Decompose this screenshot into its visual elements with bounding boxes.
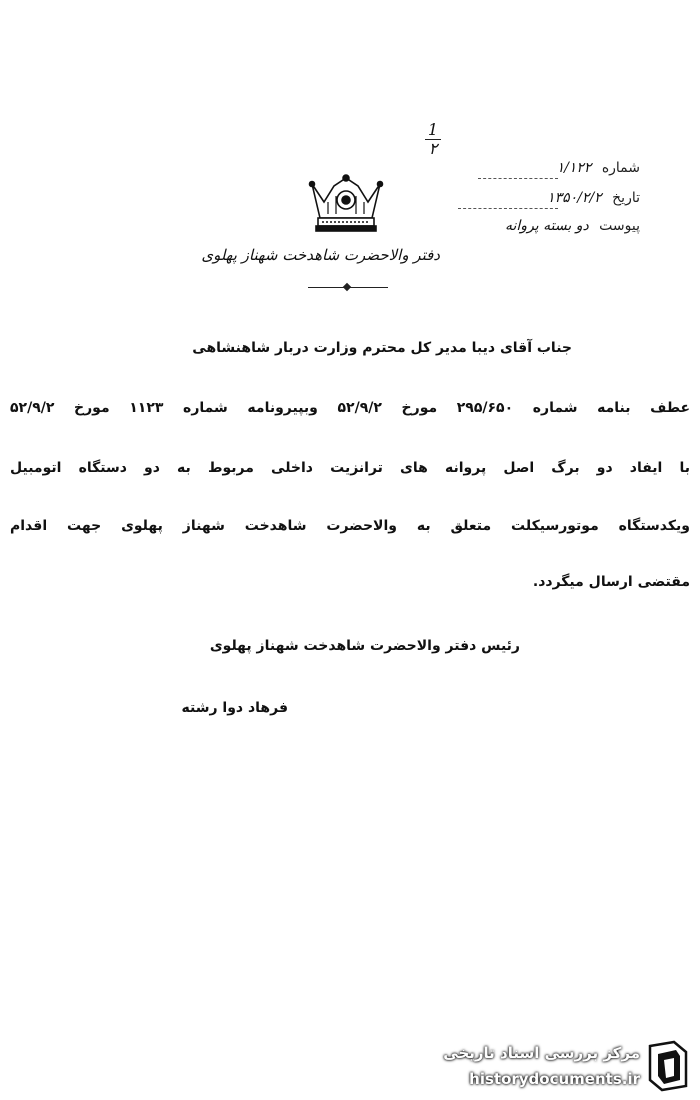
corner-note-top: 1 xyxy=(427,120,439,139)
crown-icon xyxy=(306,172,386,236)
watermark xyxy=(400,1030,700,1100)
letter-line-3: ویکدستگاه موتورسیکلت متعلق به والاحضرت شاهدخت شهناز پهلوی جهت اقدام xyxy=(10,518,690,534)
corner-note-bottom: ۲ xyxy=(428,139,438,158)
salutation: جناب آقای دیبا مدیر کل محترم وزارت دربار شاهنشاهی xyxy=(192,340,572,356)
date-line xyxy=(547,190,640,206)
signature-name: فرهاد دوا رشته xyxy=(181,700,288,716)
archive-logo-icon xyxy=(644,1040,692,1092)
corner-note xyxy=(418,122,448,157)
attachment-line xyxy=(505,218,640,234)
letter-line-1: عطف بنامه شماره ۲۹۵/۶۵۰ مورخ ۵۲/۹/۲ وبپیرونامه شماره ۱۱۲۳ مورخ ۵۲/۹/۲ xyxy=(10,400,691,416)
watermark-title: مرکز بررسی اسناد تاریخی xyxy=(443,1044,640,1062)
attachment-label: پیوست xyxy=(599,218,640,234)
date-value: ۱۳۵۰/۲/۲ xyxy=(547,190,602,206)
number-label: شماره xyxy=(601,160,640,176)
letter-line-4: مقتضی ارسال میگردد. xyxy=(532,574,690,590)
watermark-url: historydocuments.ir xyxy=(469,1070,640,1088)
date-leader xyxy=(458,208,558,209)
number-leader xyxy=(478,178,558,179)
letter-line-2: با ایفاد دو برگ اصل پروانه های ترانزیت داخلی مربوط به دو دستگاه اتومبیل xyxy=(10,460,690,476)
number-value: ۱/۱۲۲ xyxy=(556,160,592,176)
signature-title: رئیس دفتر والاحضرت شاهدخت شهناز پهلوی xyxy=(209,638,520,654)
separator-rule xyxy=(308,286,388,290)
number-line xyxy=(557,160,640,176)
date-label: تاریخ xyxy=(612,190,640,206)
office-name: دفتر والاحضرت شاهدخت شهناز پهلوی xyxy=(201,246,440,264)
attachment-value: دو بسته پروانه xyxy=(505,218,589,234)
